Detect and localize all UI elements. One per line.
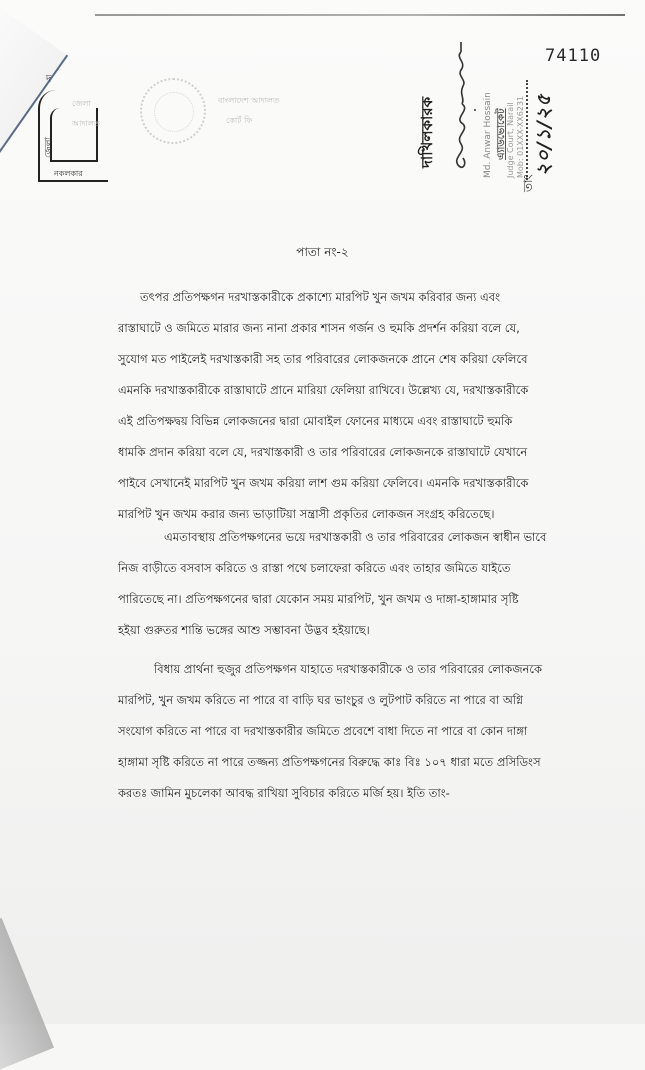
signature-icon [445, 40, 479, 175]
folded-corner [0, 0, 68, 433]
text-line: এই প্রতিপক্ষদ্বয় বিভিন্ন লোকজনের দ্বারা মোবাইল ফোনের মাধ্যমে এবং রাস্তাঘাটে হুমকি [118, 414, 513, 428]
text-line: নিজ বাড়ীতে বসবাস করিতে ও রাস্তা পথে চলাফেরা করিতে এবং তাহার জমিতে যাইতে [118, 561, 511, 575]
handwritten-date: ২০/১/২৫ [533, 93, 555, 176]
faint-header-right-1: বাংলাদেশ আদালত [218, 96, 280, 105]
court-seal-icon [140, 78, 206, 144]
text-line: হাঙ্গামা সৃষ্টি করিতে না পারে তজ্জন্য প্রতিপক্ষগনের বিরুদ্ধে কাঃ বিঃ ১০৭ ধারা মতে প্রসিডিংস [118, 755, 541, 769]
text-line: তৎপর প্রতিপক্ষগন দরখাস্তকারীকে প্রকাশ্যে মারপিট খুন জখম করিবার জন্য এবং [140, 290, 501, 304]
text-line: রাস্তাঘাটে ও জমিতে মারার জন্য নানা প্রকার শাসন গর্জন ও হুমকি প্রদর্শন করিয়া বলে যে, [118, 321, 520, 335]
date-prefix: তাং [521, 174, 535, 192]
stamp-inner-frame [50, 108, 98, 162]
text-line: পারিতেছে না। প্রতিপক্ষগনের দ্বারা যেকোন সময় মারপিট, খুন জখম ও দাঙ্গা-হাঙ্গামার সৃষ্টি [118, 592, 519, 606]
faint-header-right-2: কোর্ট ফি [226, 116, 253, 125]
stamp-vertical-label: জেলা [44, 136, 55, 159]
document-number: 74110 [545, 46, 602, 66]
lawyer-stamp-mobile: Mob: 01XXX-XX6231 [516, 95, 525, 178]
stamp-bottom-label: নকলকার [54, 169, 83, 178]
text-line: পাইবে সেখানেই মারপিট খুন জখম করিয়া লাশ গুম করিয়া ফেলিবে। এমনকি দরখাস্তকারীকে [118, 476, 529, 490]
lawyer-stamp-court: Judge Court, Narail [506, 102, 515, 178]
text-line: এমনকি দরখাস্তকারীকে রাস্তাঘাটে প্রানে মারিয়া ফেলিয়া রাখিবে। উল্লেখ্য যে, দরখাস্তকারীকে [118, 383, 529, 397]
faint-header-left-1: জেলা [72, 99, 91, 108]
text-line: বিধায় প্রার্থনা হুজুর প্রতিপক্ষগন যাহাতে দরখাস্তকারীকে ও তার পরিবারের লোকজনকে [154, 662, 543, 676]
text-line: এমতাবস্থায় প্রতিপক্ষগনের ভয়ে দরখাস্তকারী ও তার পরিবারের লোকজন স্বাধীন ভাবে [164, 530, 547, 544]
paragraph-2 [118, 522, 554, 646]
text-line: সংযোগ করিতে না পারে বা দরখাস্তকারীর জমিতে প্রবেশে বাধা দিতে না পারে বা কোন দাঙ্গা [118, 724, 528, 738]
top-rule-line [95, 14, 625, 16]
text-line: ধামকি প্রদান করিয়া বলে যে, দরখাস্তকারী ও তার পরিবারের লোকজনকে রাস্তাঘাটে যেখানে [118, 445, 528, 459]
text-line: করতঃ জামিন মুচলেকা আবদ্ধ রাখিয়া সুবিচার করিতে মর্জি হয়। ইতি তাং- [118, 786, 450, 800]
text-line: মারপিট, খুন জখম করিতে না পারে বা বাড়ি ঘর ভাংচুর ও লুটপাট করিতে না পারে বা অগ্নি [118, 693, 523, 707]
date-dotted-line [526, 80, 528, 180]
page-shadow [0, 918, 54, 1070]
text-line: সুযোগ মত পাইলেই দরখাস্তকারী সহ তার পরিবারের লোকজনকে প্রানে শেষ করিয়া ফেলিবে [118, 352, 528, 366]
stamp-corner-char: দ [46, 74, 52, 85]
paragraph-1 [118, 282, 554, 530]
page-number-label: পাতা নং-২ [296, 245, 349, 259]
lawyer-stamp-name: Md. Anwar Hossain [483, 92, 493, 178]
text-line: হইয়া গুরুতর শান্তি ভঙ্গের আশু সম্ভাবনা উদ্ভব হইয়াছে। [118, 623, 370, 637]
filer-label: দাখিলকারক [418, 96, 436, 168]
text-line: মারপিট খুন জখম করার জন্য ভাড়াটিয়া সন্ত্রাসী প্রকৃতির লোকজন সংগ্রহ করিতেছে। [118, 507, 495, 521]
paragraph-3 [118, 654, 554, 809]
faint-header-left-2: আদালত [72, 119, 100, 128]
lawyer-stamp-title: এ্যাডভোকেট [496, 108, 507, 160]
